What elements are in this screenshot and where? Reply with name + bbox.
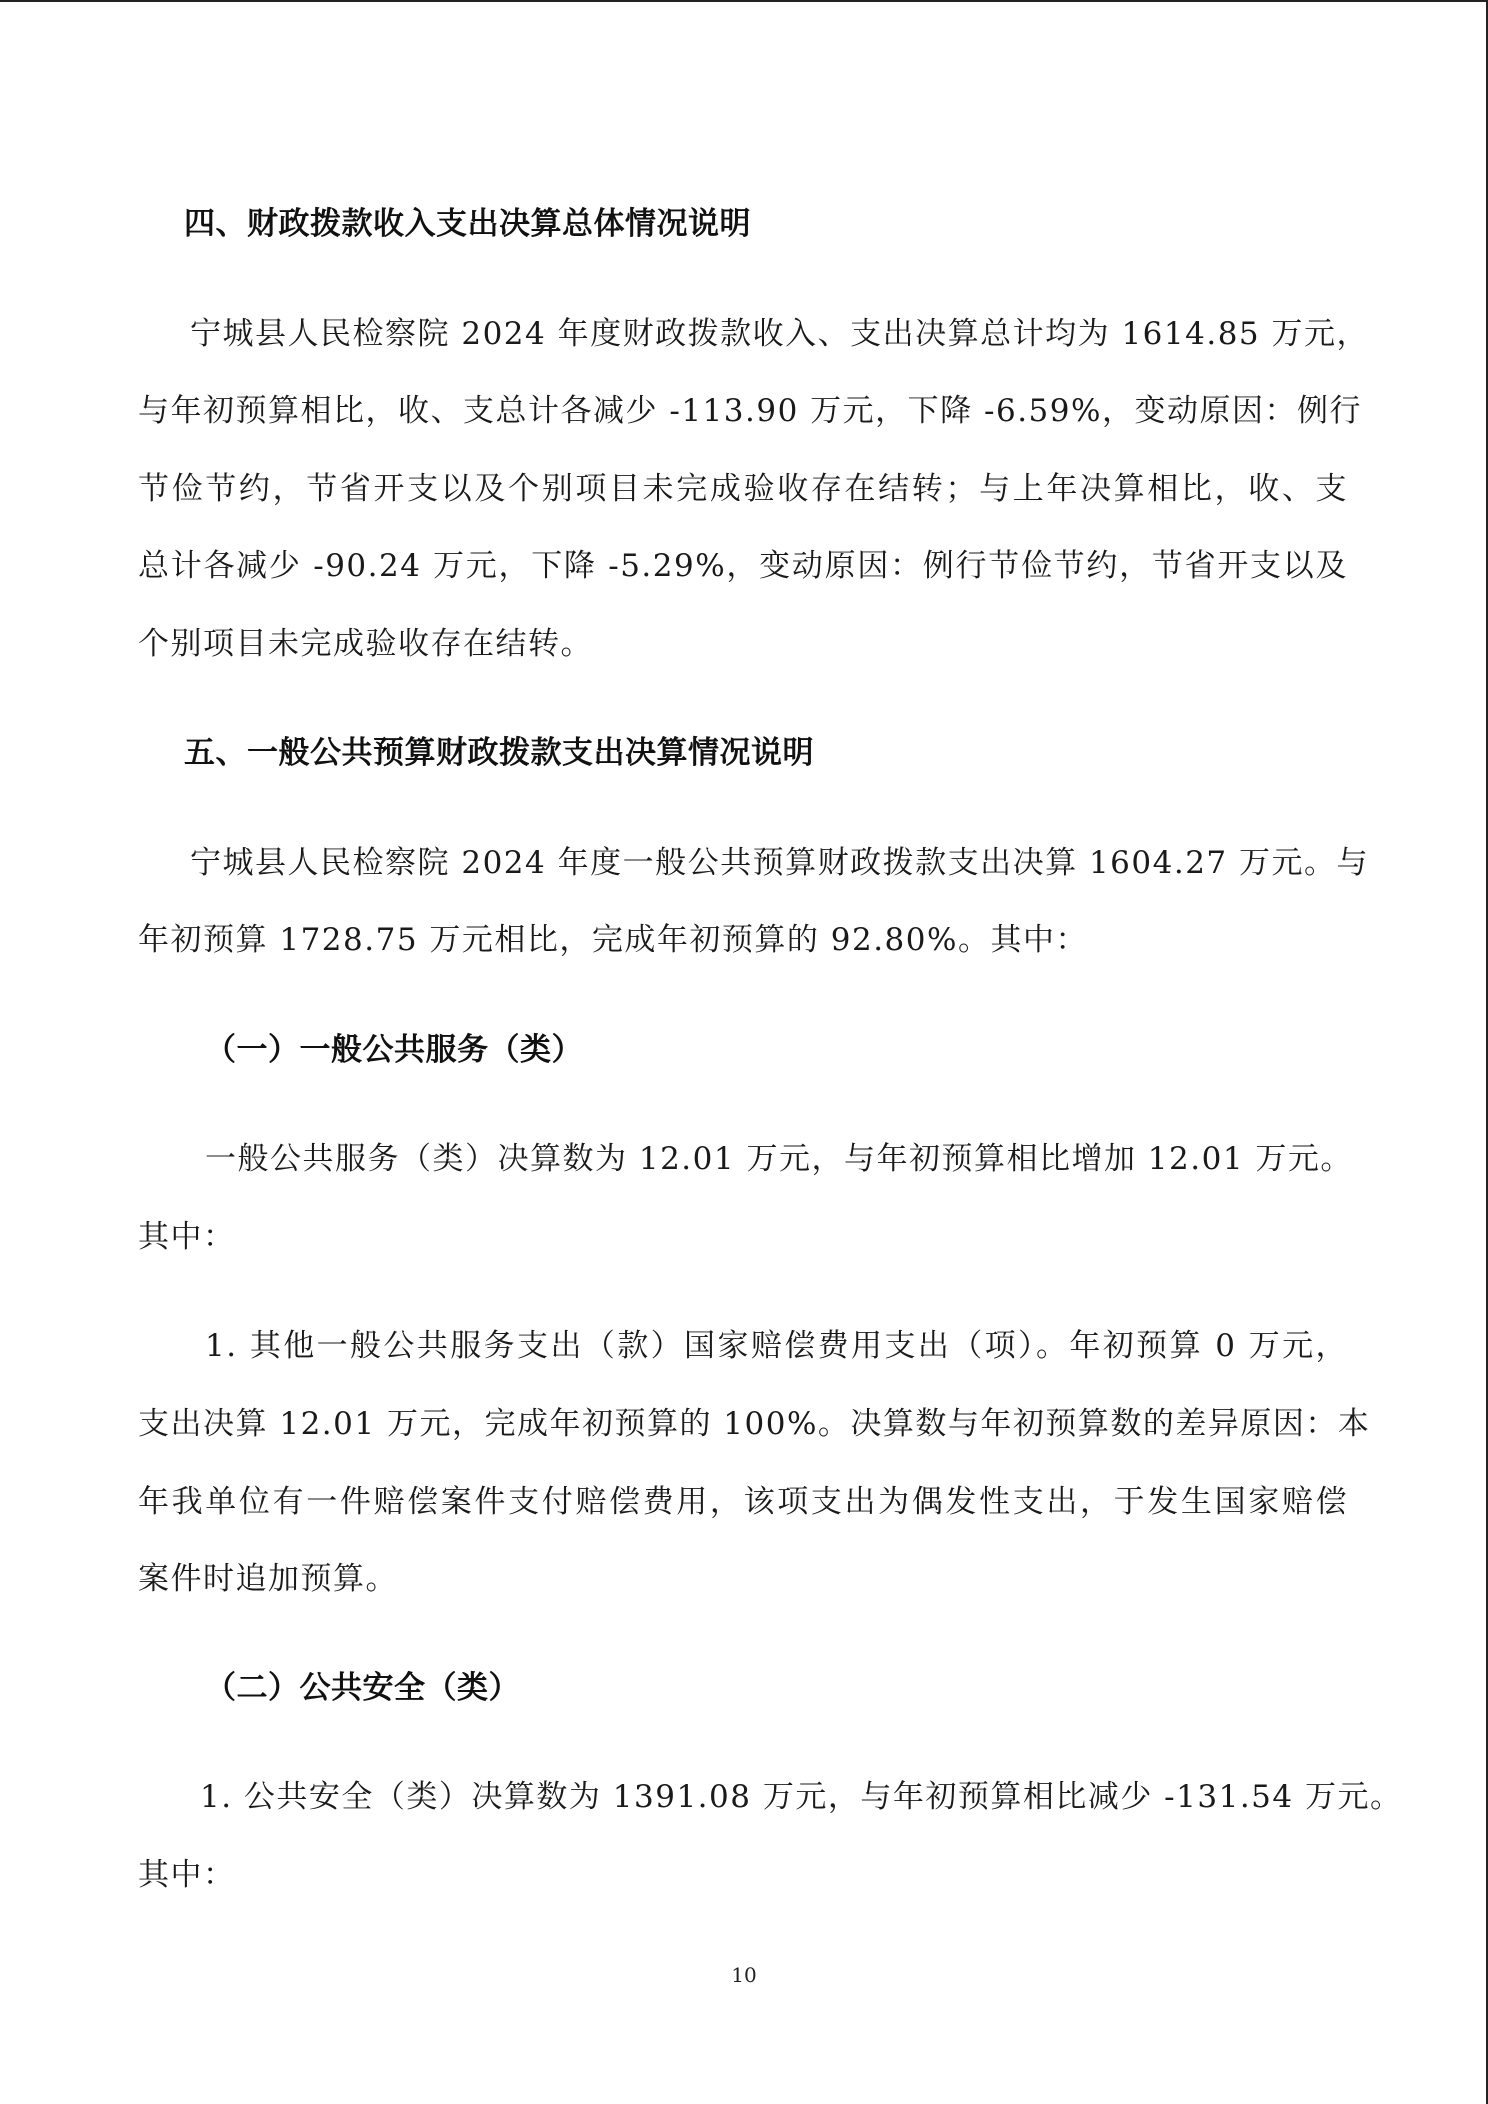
section-4-line-3: 节俭节约，节省开支以及个别项目未完成验收存在结转；与上年决算相比，收、支 xyxy=(138,471,1348,507)
item-1-line-1: 1. 其他一般公共服务支出（款）国家赔偿费用支出（项）。年初预算 0 万元， xyxy=(205,1328,1348,1364)
section-5-line-1: 宁城县人民检察院 2024 年度一般公共预算财政拨款支出决算 1604.27 万元。与 xyxy=(190,845,1369,881)
section-4-line-2: 与年初预算相比，收、支总计各减少 -113.90 万元，下降 -6.59%，变动原因：例行 xyxy=(138,393,1362,429)
subsection-1-line-2: 其中： xyxy=(138,1219,236,1255)
subsection-1-heading: （一）一般公共服务（类） xyxy=(205,1032,583,1068)
subsection-2-heading: （二）公共安全（类） xyxy=(205,1670,520,1706)
section-4-heading: 四、财政拨款收入支出决算总体情况说明 xyxy=(184,206,751,242)
subsection-2-line-1: 1. 公共安全（类）决算数为 1391.08 万元，与年初预算相比减少 -131.54 万元。 xyxy=(200,1779,1403,1815)
section-5-heading: 五、一般公共预算财政拨款支出决算情况说明 xyxy=(184,735,814,771)
section-4-line-4: 总计各减少 -90.24 万元，下降 -5.29%，变动原因：例行节俭节约，节省开支以及 xyxy=(138,548,1348,584)
section-4-line-5: 个别项目未完成验收存在结转。 xyxy=(138,626,593,662)
section-5-line-2: 年初预算 1728.75 万元相比，完成年初预算的 92.80%。其中： xyxy=(138,922,1088,958)
section-4-line-1: 宁城县人民检察院 2024 年度财政拨款收入、支出决算总计均为 1614.85 万元， xyxy=(190,316,1369,352)
item-1-line-2: 支出决算 12.01 万元，完成年初预算的 100%。决算数与年初预算数的差异原因：本 xyxy=(138,1406,1371,1442)
page-top-border xyxy=(0,0,1488,2)
item-1-line-4: 案件时追加预算。 xyxy=(138,1561,398,1597)
item-1-line-3: 年我单位有一件赔偿案件支付赔偿费用，该项支出为偶发性支出，于发生国家赔偿 xyxy=(138,1484,1348,1520)
subsection-2-line-2: 其中： xyxy=(138,1857,236,1893)
page-number: 10 xyxy=(731,1963,757,1987)
subsection-1-line-1: 一般公共服务（类）决算数为 12.01 万元，与年初预算相比增加 12.01 万元。 xyxy=(205,1141,1353,1177)
